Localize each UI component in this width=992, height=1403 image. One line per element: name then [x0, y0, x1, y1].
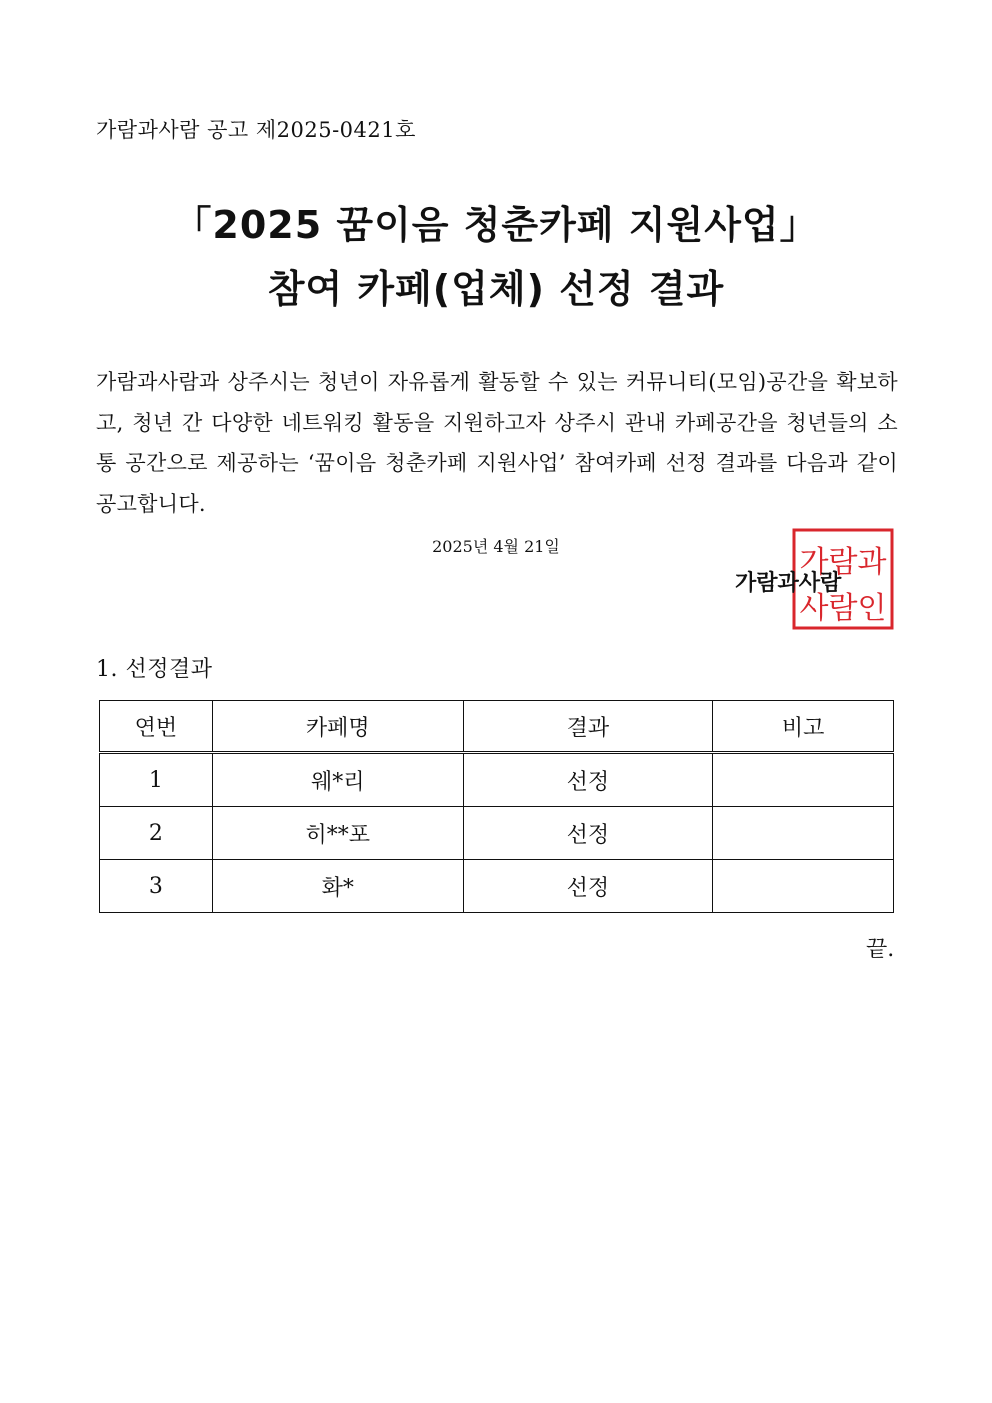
cell-result: 선정	[463, 753, 713, 807]
cell-cafe-name: 웨*리	[212, 753, 463, 807]
notice-date: 2025년 4월 21일	[432, 537, 560, 556]
cell-no: 3	[100, 860, 213, 913]
cell-no: 2	[100, 807, 213, 860]
title-line-1: 「2025 꿈이음 청춘카페 지원사업」	[173, 203, 819, 247]
table-header-row	[100, 701, 894, 753]
body-paragraph: 가람과사람과 상주시는 청년이 자유롭게 활동할 수 있는 커뮤니티(모임)공간을 확보하고, 청년 간 다양한 네트워킹 활동을 지원하고자 상주시 관내 카페공간을 청년들의 소통 공간으로 제공하는 ‘꿈이음 청춘카페 지원사업’ 참여카페 선정 결과를 다음과 같이 공고합니다.	[96, 370, 898, 516]
header-result: 결과	[463, 701, 713, 753]
header-cafe-name: 카페명	[212, 701, 463, 753]
organization-name: 가람과사람	[735, 571, 842, 596]
cell-remarks	[713, 807, 894, 860]
notice-number: 가람과사람 공고 제2025-0421호	[96, 118, 416, 142]
cell-remarks	[713, 753, 894, 807]
end-mark: 끝.	[866, 937, 895, 962]
header-no: 연번	[100, 701, 213, 753]
cell-result: 선정	[463, 807, 713, 860]
seal-text-line1: 가람과	[799, 545, 887, 580]
cell-cafe-name: 화*	[212, 860, 463, 913]
section-title: 1. 선정결과	[96, 657, 213, 682]
cell-cafe-name: 히**포	[212, 807, 463, 860]
table-row	[100, 860, 894, 913]
cell-result: 선정	[463, 860, 713, 913]
seal-text-line2: 사람인	[799, 591, 887, 626]
table-row	[100, 807, 894, 860]
table-row	[100, 753, 894, 807]
cell-remarks	[713, 860, 894, 913]
title-line-2: 참여 카페(업체) 선정 결과	[267, 267, 725, 311]
header-remarks: 비고	[713, 701, 894, 753]
result-table	[99, 700, 894, 913]
cell-no: 1	[100, 753, 213, 807]
